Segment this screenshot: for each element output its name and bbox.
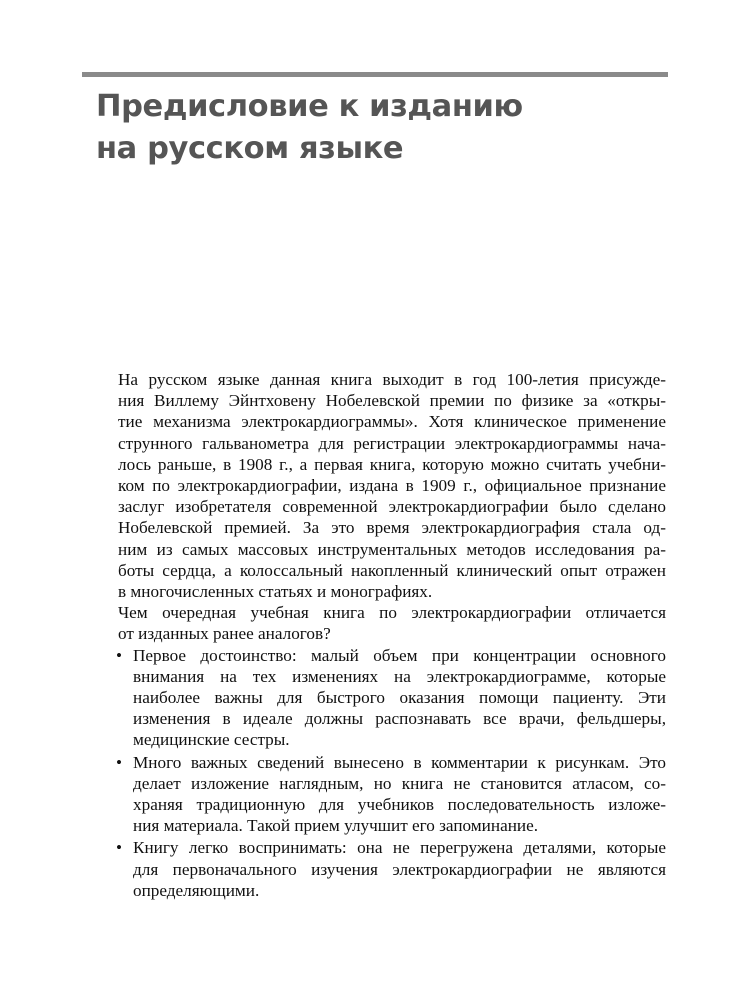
text-line: Чем очередная учебная книга по электрокардиографии отличается	[118, 603, 666, 623]
text-line: для первоначального изучения электрокардиографии не являются	[133, 859, 666, 879]
text-line: ния материала. Такой прием улучшит его запоминание.	[133, 816, 539, 836]
list-item	[96, 645, 666, 751]
text-line: изменения в идеале должны распознавать все врачи, фельдшеры,	[133, 709, 666, 729]
text-line: заслуг изобретателя современной электрокардиографии было сделано	[118, 497, 666, 517]
text-line: внимания на тех изменениях на электрокардиограмме, которые	[133, 666, 666, 686]
text-line: медицинские сестры.	[133, 730, 290, 750]
top-rule	[82, 72, 668, 77]
advantages-list	[96, 645, 666, 901]
text-line: тие механизма электрокардиограммы». Хотя клиническое применение	[118, 412, 666, 432]
chapter-title-line-2: на русском языке	[96, 131, 404, 166]
text-line: Нобелевской премией. За это время электрокардиография стала од-	[118, 518, 666, 538]
chapter-title-line-1: Предисловие к изданию	[96, 89, 523, 124]
bullet-marker: •	[116, 838, 123, 858]
bullet-marker: •	[116, 752, 123, 772]
text-line: в многочисленных статьях и монографиях.	[118, 582, 433, 602]
body-text	[96, 369, 666, 902]
text-line: делает изложение наглядным, но книга не становится атласом, со-	[133, 773, 666, 793]
chapter-title	[96, 86, 656, 170]
list-item	[96, 752, 666, 837]
text-line: Книгу легко воспринимать: она не перегружена деталями, которые	[133, 838, 666, 858]
text-line: храняя традиционную для учебников последовательность изложе-	[133, 795, 666, 815]
bullet-marker: •	[116, 645, 123, 665]
text-line: ним из самых массовых инструментальных методов исследования ра-	[118, 539, 666, 559]
text-line: наиболее важны для быстрого оказания помощи пациенту. Эти	[133, 688, 666, 708]
text-line: лось раньше, в 1908 г., а первая книга, которую можно считать учебни-	[118, 454, 666, 474]
text-line: ком по электрокардиографии, издана в 1909 г., официальное признание	[118, 476, 666, 496]
text-line: Первое достоинство: малый объем при концентрации основного	[133, 645, 666, 665]
text-line: На русском языке данная книга выходит в год 100-летия присужде-	[118, 370, 666, 389]
text-line: Много важных сведений вынесено в комментарии к рисункам. Это	[133, 752, 666, 772]
text-line: определяющими.	[133, 880, 260, 900]
list-item	[96, 837, 666, 901]
paragraph-question	[96, 602, 666, 644]
text-line: струнного гальванометра для регистрации электрокардиограммы нача-	[118, 433, 666, 453]
paragraph-intro	[96, 369, 666, 602]
text-line: боты сердца, а колоссальный накопленный клинический опыт отражен	[118, 560, 666, 580]
text-line: от изданных ранее аналогов?	[118, 624, 331, 644]
text-line: ния Виллему Эйнтховену Нобелевской премии по физике за «откры-	[118, 391, 666, 411]
